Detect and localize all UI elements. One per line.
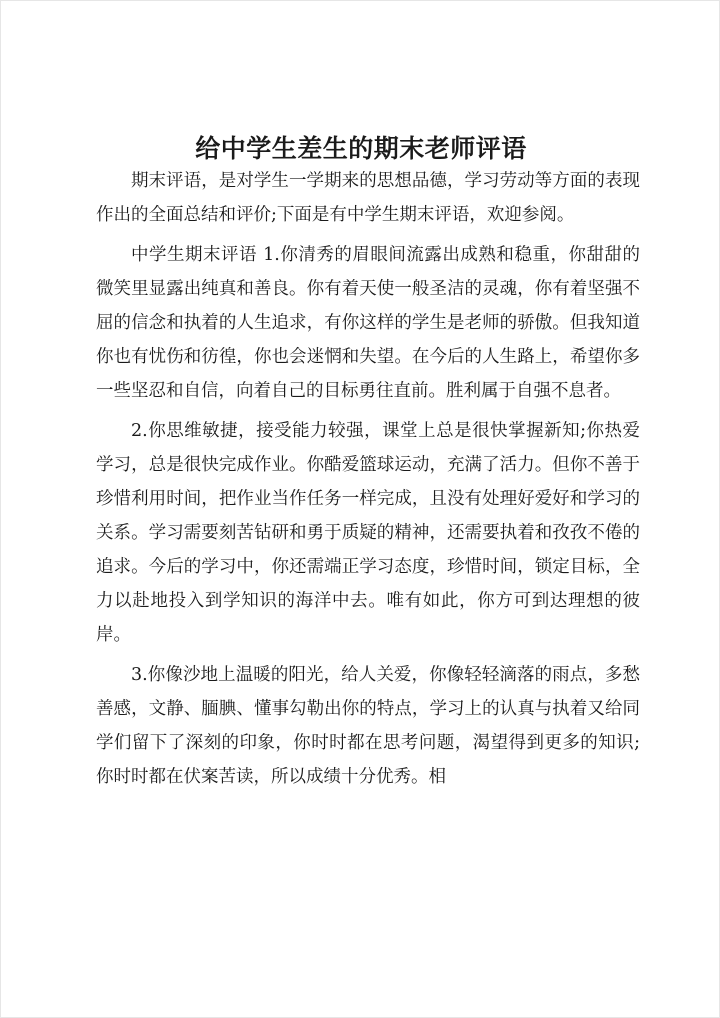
paragraph-intro: 期末评语，是对学生一学期来的思想品德，学习劳动等方面的表现作出的全面总结和评价;下面是有中学生期末评语，欢迎参阅。: [96, 171, 640, 225]
paragraph-comment-1: 中学生期末评语 1.你清秀的眉眼间流露出成熟和稳重，你甜甜的微笑里显露出纯真和善良。你有着天使一般圣洁的灵魂，你有着坚强不屈的信念和执着的人生追求，有你这样的学生是老师的骄傲。但我知道你也有忧伤和彷徨，你也会迷惘和失望。在今后的人生路上，希望你多一些坚忍和自信，向着自己的目标勇往直前。胜利属于自强不息者。: [96, 245, 640, 401]
paragraph-comment-2: 2.你思维敏捷，接受能力较强，课堂上总是很快掌握新知;你热爱学习，总是很快完成作业。你酷爱篮球运动，充满了活力。但你不善于珍惜利用时间，把作业当作任务一样完成，且没有处理好爱好和学习的关系。学习需要刻苦钻研和勇于质疑的精神，还需要执着和孜孜不倦的追求。今后的学习中，你还需端正学习态度，珍惜时间，锁定目标，全力以赴地投入到学知识的海洋中去。唯有如此，你方可到达理想的彼岸。: [96, 421, 640, 645]
document-body: [96, 164, 640, 794]
paragraph-comment-3: 3.你像沙地上温暖的阳光，给人关爱，你像轻轻滴落的雨点，多愁善感，文静、腼腆、懂事勾勒出你的特点，学习上的认真与执着又给同学们留下了深刻的印象，你时时都在思考问题，渴望得到更多的知识;你时时都在伏案苦读，所以成绩十分优秀。相: [96, 665, 640, 787]
document-title: 给中学生差生的期末老师评语: [195, 134, 527, 163]
